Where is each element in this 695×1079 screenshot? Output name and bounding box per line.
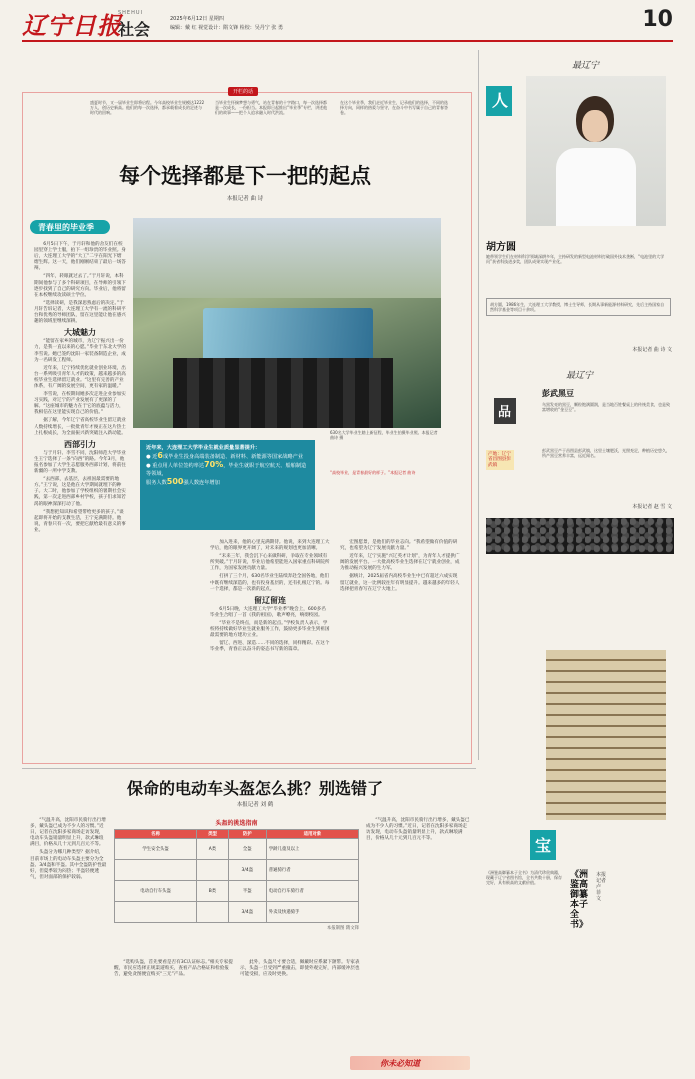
product-label: 产地：辽宁省昌图县彭武镇 — [486, 450, 514, 470]
infobox-number: 6 — [157, 451, 163, 460]
helmet-guide-table — [114, 818, 359, 931]
lead-byline: 本报记者 曲 诗 — [226, 196, 264, 202]
table-cell: 全盔 — [228, 839, 266, 860]
staff-line: 编辑：戴 红 视觉设计：隋文锋 检校：吴丹宁 张 勇 — [170, 25, 283, 31]
story-paragraph: 近年来，辽宁实施“兴辽英才计划”，为青年人才提供广阔的发展平台。一大批高校毕业生选择在辽宁就业创业，成为推动振兴发展的生力军。 — [340, 554, 460, 572]
story-paragraph: “我想把知识和希望带给更多的孩子。”谈起即将开始的支教生活，王宁充满期待。他说，青春只有一次，要把它献给最有意义的事业。 — [34, 509, 126, 533]
infobox-line-3: 服务人数500强人数连年增加 — [146, 477, 220, 486]
story-paragraph: 打拼了三个月，630名毕业生陆续奔赴全国各地，他们中既有继续深造的，也有投身基层的，还有扎根辽宁的。每一个选择，都是一次新的起点。 — [210, 574, 330, 592]
infobox-line-2: ● 重点用人单位签约率达70%，毕业生就职于航空航天、船舶制造等领域， — [146, 460, 307, 477]
profile-panel — [486, 58, 676, 368]
book-badge-text: 宝 — [535, 836, 552, 855]
subheading-stay: 留辽留连 — [254, 595, 286, 605]
portrait-face — [582, 110, 608, 142]
story-left-column — [34, 242, 126, 536]
newspaper-logo: 辽宁日报 — [22, 11, 122, 40]
product-column-logo: 最辽宁 — [566, 371, 594, 381]
product-body: 彭武黑豆产于昌图县彭武镇，这里土壤肥沃，光照充足，种植历史悠久，所产黑豆营养丰富，远近闻名。 — [542, 448, 670, 458]
story-paragraph: 加入进来，他的心里充满期待。他说，来到大连理工大学后，他的眼界更开阔了，对未来的规划也更加清晰。 — [210, 540, 330, 552]
story-paragraph: 6月5日下午，于月轩和他的舍友们在校园里穿上学士服，拍下一组珍贵的毕业照。身后，大连理工大学的“大工”二字在阳光下熠熠生辉。这一天，他们刚刚结束了最后一场答辩。 — [34, 242, 126, 272]
product-name: 彭武黑豆 — [542, 389, 574, 398]
column-intro-tag: 开栏的话 — [228, 87, 258, 96]
helmet-column-2 — [114, 960, 234, 980]
book-stack-photo — [546, 650, 666, 820]
you-may-not-know-text: 你未必知道 — [380, 1058, 420, 1068]
story-paragraph: “四年，转眼就过去了。”于月轩说，本科期间他参与了多个科研项目，在导师的引领下逐步找到了自己的研究方向。毕业后，他将留在本校继续攻读硕士学位。 — [34, 274, 126, 298]
book-title: 《洲鉴高御纂本子全书》 — [570, 870, 589, 930]
profile-portrait — [526, 76, 666, 226]
helmet-column-3 — [240, 960, 360, 980]
intro-col-1: 盛夏时节，又一届毕业生即将启程。今年高校毕业生规模达1222万人，创历史新高。他们的每一次选择，都承载着成长的足迹与时代的回响。 — [90, 100, 205, 115]
date-line: 2025年6月12日 星期四 — [170, 16, 224, 22]
table-cell: 电动自行车骑行者 — [266, 881, 358, 902]
table-cell: 半盔 — [228, 881, 266, 902]
table-header: 类型 — [197, 830, 229, 839]
story-paragraph: “去西部，去基层，去祖国最需要的地方。”王宁说，这是他在大学期间就埋下的种子。大二时，他参加了学校组织的暑期社会实践，第一次走进西部乡村学校，孩子们求知若渴的眼神深深打动了他。 — [34, 477, 126, 507]
infobox-line-1: ● 近6成毕业生投身高端装备制造、新材料、新能源等国家战略产业 — [146, 451, 304, 460]
product-summary: 乌黑发亮的黑豆，颗粒饱满圆润，是当地百姓餐桌上的传统美食，也是致富增收的“金豆豆”。 — [542, 402, 670, 412]
profile-badge-text: 人 — [492, 91, 509, 110]
photo-sky — [133, 218, 441, 298]
infobox-number: 70% — [204, 460, 224, 469]
column-label-text: 青春里的毕业季 — [38, 223, 94, 232]
table-row — [115, 902, 359, 923]
story-paragraph: “未来三年，我会沉下心来做科研，争取在专业领域有所突破。”于月轩说，毕业后他希望能进入国家重点科研院所工作，为国家发展贡献力量。 — [210, 554, 330, 572]
table-cell: B类 — [197, 881, 229, 902]
table-header: 防护 — [228, 830, 266, 839]
page-number: 10 — [642, 7, 673, 32]
graduates-photo — [133, 218, 441, 428]
lead-headline: 每个选择都是下一把的起点 — [119, 164, 371, 188]
masthead-rule — [22, 40, 673, 42]
masthead — [0, 0, 695, 46]
helmet-column-1 — [30, 818, 108, 883]
book-panel — [486, 590, 676, 1070]
table-cell: 电动自行车头盔 — [115, 881, 197, 902]
story-paragraph: 据统计，2025届省内高校毕业生中已有超过六成实现留辽就业，这一比例较往年有明显提升。越来越多的年轻人选择把青春写在辽宁大地上。 — [340, 574, 460, 592]
infobox-number: 500 — [166, 477, 184, 486]
helmet-byline: 本报记者 刘 鹤 — [236, 802, 274, 808]
story-paragraph: 近年来，辽宁持续优化就业创业环境，出台一系列吸引青年人才的政策，越来越多的高校毕业生选择留辽就业。“这里有完善的产业体系，有广阔的发展空间，更有家的温暖。” — [34, 365, 126, 389]
table-cell: 外卖及快递骑手 — [266, 902, 358, 923]
book-body: 《洲鉴高御纂本子全书》为清代珍贵典籍，现藏于辽宁省图书馆，全书共数十册，保存完好，具有极高的文献价值。 — [486, 870, 562, 885]
helmet-column-4 — [366, 818, 470, 844]
story-paragraph: 头盔分为哪几种类型？据介绍，目前市场上的电动车头盔主要分为全盔、3/4盔和半盔。其中全盔防护性最好，但夏季较为闷热；半盔轻便透气，但对面部的保护较弱。 — [30, 850, 107, 880]
table-cell — [115, 902, 197, 923]
table-cell: 学龄儿童及以上 — [266, 839, 358, 860]
product-byline: 本报记者 赵 雪 文 — [632, 504, 672, 510]
story-paragraph: “气温升高，沈阳市民骑行出行增多，戴头盔已成为不少人的习惯。”近日，记者在沈阳多家商场走访发现，电动车头盔销量明显上升，款式琳琅满目，价格从几十元到几百元不等。 — [30, 818, 106, 848]
table-cell — [115, 860, 197, 881]
product-panel — [486, 368, 676, 568]
table-header: 适用对象 — [266, 830, 358, 839]
pull-quote: “高校毕业，是青春最好的样子。”本报记者 曲诗 — [330, 470, 416, 475]
table-cell: A类 — [197, 839, 229, 860]
story-paragraph: 留辽、西进、深造……不同的选择，同样精彩。在这个毕业季，青春正以奋斗的姿态书写新的篇章。 — [210, 641, 330, 653]
story-paragraph: “气温升高，沈阳市民骑行出行增多，戴头盔已成为不少人的习惯。”近日，记者在沈阳多家商场走访发现，电动车头盔销量明显上升，款式琳琅满目，价格从几十元到几百元不等。 — [366, 818, 470, 842]
table-cell — [197, 902, 229, 923]
table-row — [115, 881, 359, 902]
table-header-row — [115, 830, 359, 839]
story-paragraph: “能留在家乡的城市，为辽宁振兴出一份力，是我一直以来的心愿。”毕业于东北大学的李雪说。她已签约沈阳一家装备制造企业，成为一名研发工程师。 — [34, 339, 126, 363]
table-cell: 3/4盔 — [228, 902, 266, 923]
photo-caption: 630名大学毕业生踏上新征程，毕业生拍摄毕业照。本报记者 曲诗 摄 — [330, 430, 438, 440]
table-row — [115, 839, 359, 860]
story-paragraph: 据了解，今年辽宁省高校毕业生留辽就业人数持续增长，一批批青年才俊正在这片热土上扎根成长，为全面振兴新突破注入新动能。 — [34, 418, 126, 436]
profile-byline: 本报记者 曲 诗 文 — [632, 347, 672, 353]
story-paragraph: 李雪说，在校期间她多次走进企业参加实习实践，对辽宁的产业发展有了更深的了解。“这座城市的魅力在于它的底蕴与活力，我相信在这里能实现自己的价值。” — [34, 392, 126, 416]
story-paragraph: “选购头盔，首先要看是否有3C认证标志。”相关专家提醒，市民应选择正规渠道购买，查看产品合格证和检验报告，避免贪图便宜购买“三无”产品。 — [114, 960, 233, 978]
subheading-city-charm: 大城魅力 — [64, 328, 96, 338]
table-title: 头盔的挑选指南 — [215, 820, 258, 827]
story-paragraph: 与于月轩、李雪不同，沈阳师范大学毕业生王宁选择了一条“向西”的路。今年3月，他报名参加了大学生志愿服务西部计划，将前往新疆的一所中学支教。 — [34, 450, 126, 475]
intro-col-3: 在这个毕业季，我们走近毕业生，记录他们的选择，不同的选择方向，同样的热爱与坚守，在奋斗中书写属于自己的青春答卷。 — [340, 100, 448, 115]
book-byline: 本报记者 卢 菲 文 — [596, 872, 607, 902]
helmet-table — [114, 829, 359, 923]
table-cell: 普通骑行者 — [266, 860, 358, 881]
section-pinyin: SHEHUI — [118, 10, 143, 16]
story-paragraph: “毕业不是终点，而是新的起点。”学校负责人表示，学校将持续做好毕业生就业服务工作，鼓励更多毕业生到祖国最需要的地方建功立业。 — [210, 621, 330, 639]
profile-column-logo: 最辽宁 — [572, 61, 600, 71]
table-cell: 3/4盔 — [228, 860, 266, 881]
bottom-divider — [22, 768, 476, 769]
profile-body: 胡方圆，1986年生，大连理工大学教授，博士生导师，长期从事新能源材料研究，先后主持国家自然科学基金等项目十余项。 — [486, 298, 671, 316]
profile-name: 胡方圆 — [486, 242, 516, 253]
intro-col-2: 当毕业生怀揣梦想与勇气，站在青春的十字路口，每一次选择都是一次成长，一份担当。本报即日起推出“毕业季”专栏，讲述他们的故事——把个人追求融入时代洪流。 — [215, 100, 328, 115]
section-title: 社会 — [118, 20, 151, 39]
table-cell — [197, 860, 229, 881]
helmet-headline: 保命的电动车头盔怎么挑？别选错了 — [126, 779, 383, 798]
portrait-lab-coat — [556, 148, 636, 226]
subheading-west-pull: 西部引力 — [64, 439, 96, 449]
table-note: 本报制图 隋文锋 — [326, 926, 359, 931]
table-header: 名称 — [115, 830, 197, 839]
story-paragraph: 此外，头盔尺寸要合适，佩戴时应系紧下颌带。专家表示，头盔一旦受到严重撞击，即使外观完好，内部缓冲层也可能受损，应及时更换。 — [240, 960, 360, 978]
story-right-column — [340, 540, 460, 595]
table-cell: 学生安全头盔 — [115, 839, 197, 860]
story-paragraph: 6月5日晚，大连理工大学“毕业季”晚会上，600多名毕业生合唱了一首《我的祖国》，歌声嘹亮，响彻校园。 — [210, 606, 326, 618]
graduates-group — [173, 358, 393, 428]
profile-summary: 她带领学生们在材料科学领域深耕多年，主持研发的新型电池材料打破国外技术垄断，“电池里的大学问”获省科技进步奖，团队成果实现产业化。 — [486, 254, 665, 264]
sidebar-divider — [478, 50, 479, 760]
infobox-title: 近年来，大连理工大学毕业生就业质量显著提升： — [146, 445, 261, 451]
story-middle-column — [210, 540, 330, 656]
story-paragraph: 宏图愿景，是他们的毕业志向。“我希望做有价值的研究，也希望为辽宁发展贡献力量。” — [340, 540, 458, 552]
story-paragraph: “选择读研，是我深思熟虑后的决定。”于月轩告诉记者，大连理工大学有一流的科研平台和优秀的导师团队，留在这里能让他在感兴趣的领域里继续深耕。 — [34, 300, 126, 325]
stats-infobox — [140, 440, 315, 530]
table-row — [115, 860, 359, 881]
black-beans-photo — [486, 518, 674, 554]
product-badge-text: 品 — [498, 405, 512, 420]
